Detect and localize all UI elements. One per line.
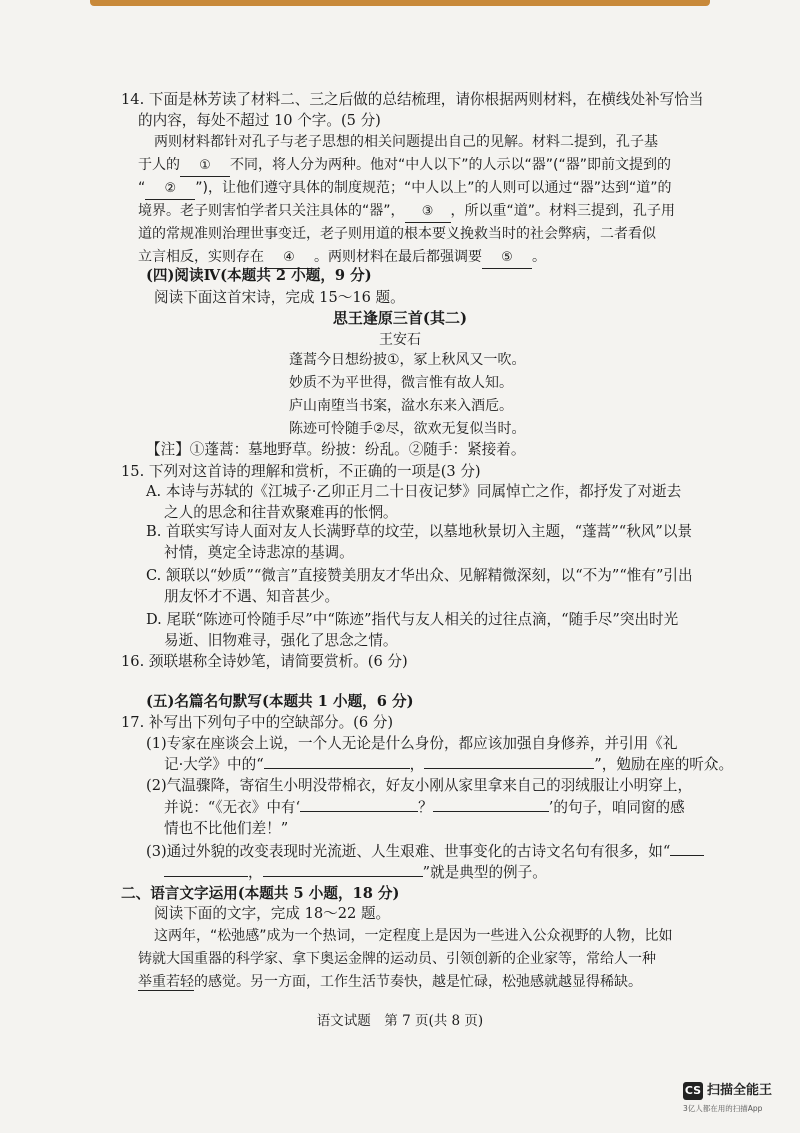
poem-line-2: 妙质不为平世得，微言惟有故人知。: [289, 375, 513, 391]
q17-blank-1a: [264, 768, 410, 769]
watermark-app-name: 扫描全能王: [707, 1083, 773, 1098]
poem-line-1: 蓬蒿今日想纷披①，冢上秋风又一吹。: [289, 352, 526, 368]
underlined-idiom: 举重若轻: [138, 974, 194, 990]
q16-stem: 16. 颈联堪称全诗妙笔，请简要赏析。(6 分): [121, 653, 408, 670]
blank-1: ①: [180, 156, 230, 177]
part2-para-line1: 这两年，“松弛感”成为一个热词，一定程度上是因为一些进入公众视野的人物，比如: [154, 928, 673, 944]
q17-item1-line1: (1)专家在座谈会上说，一个人无论是什么身份，都应该加强自身修养，并引用《礼: [146, 735, 678, 752]
watermark-slogan: 3亿人都在用的扫描App: [683, 1104, 763, 1113]
q17-blank-1b: [424, 768, 594, 769]
blank-4: ④: [264, 248, 314, 269]
q15-option-b-line2: 衬情，奠定全诗悲凉的基调。: [164, 544, 354, 561]
q17-item2-line3: 情也不比他们差！”: [164, 820, 289, 837]
q15-stem: 15. 下列对这首诗的理解和赏析，不正确的一项是(3 分): [121, 463, 481, 480]
q17-blank-2b: [433, 811, 549, 812]
q14-para-line3: “ ② ”)，让他们遵守具体的制度规范；“中人以上”的人则可以通过“器”达到“道”的: [138, 178, 672, 200]
blank-3: ③: [405, 202, 451, 223]
scanner-watermark: [683, 1082, 793, 1118]
q15-option-c-line1: C. 颔联以“妙质”“微言”直接赞美朋友才华出众、见解精微深刻，以“不为”“惟有”引出: [146, 567, 693, 584]
q17-blank-3a: [164, 876, 248, 877]
q14-stem-line2: 的内容，每处不超过 10 个字。(5 分): [138, 112, 381, 129]
poem-note: 【注】①蓬蒿：墓地野草。纷披：纷乱。②随手：紧接着。: [146, 441, 526, 458]
q14-para-line1: 两则材料都针对孔子与老子思想的相关问题提出自己的见解。材料二提到，孔子基: [154, 134, 658, 150]
q17-item3-line1: (3)通过外貌的改变表现时光流逝、人生艰难、世事变化的古诗文名句有很多，如“: [146, 842, 704, 862]
q14-para-line5: 道的常规准则治理世事变迁，老子则用道的根本要义挽救当时的社会弊病，二者看似: [138, 226, 656, 242]
q15-option-d-line2: 易逝、旧物难寻，强化了思念之情。: [164, 632, 398, 649]
blank-2: ②: [145, 179, 195, 200]
q15-option-b-line1: B. 首联实写诗人面对友人长满野草的坟茔，以墓地秋景切入主题，“蓬蒿”“秋风”以景: [146, 523, 693, 540]
section4-intro: 阅读下面这首宋诗，完成 15～16 题。: [154, 289, 405, 306]
q17-item1-line2: 记·大学》中的“ ， ”，勉励在座的听众。: [164, 756, 734, 773]
q17-blank-3b: [263, 876, 423, 877]
q14-para-line6: 立言相反，实则存在 ④ 。两则材料在最后都强调要 ⑤ 。: [138, 247, 546, 269]
poem-author: 王安石: [379, 332, 421, 348]
q15-option-a-line1: A. 本诗与苏轼的《江城子·乙卯正月二十日夜记梦》同属悼亡之作，都抒发了对逝去: [146, 483, 682, 500]
q14-para-line4: 境界。老子则害怕学者只关注具体的“器”， ③ ，所以重“道”。材料三提到，孔子用: [138, 201, 675, 223]
section4-heading: (四)阅读Ⅳ(本题共 2 小题，9 分): [146, 267, 372, 284]
q17-item2-line2: 并说：“《无衣》中有‘ ？ ’的句子，咱同窗的感: [164, 799, 685, 816]
q17-item2-line1: (2)气温骤降，寄宿生小明没带棉衣，好友小刚从家里拿来自己的羽绒服让小明穿上，: [146, 777, 693, 794]
q14-stem-line1: 14. 下面是林芳读了材料二、三之后做的总结梳理，请你根据两则材料，在横线处补写恰当: [121, 91, 704, 108]
part2-intro: 阅读下面的文字，完成 18～22 题。: [154, 905, 391, 922]
section5-heading: (五)名篇名句默写(本题共 1 小题，6 分): [146, 693, 414, 710]
q17-stem: 17. 补写出下列句子中的空缺部分。(6 分): [121, 714, 394, 731]
q14-para-line2: 于人的 ① 不同，将人分为两种。他对“中人以下”的人示以“器”(“器”即前文提到的: [138, 155, 671, 177]
blank-5: ⑤: [482, 248, 532, 269]
page-footer: 语文试题 第 7 页(共 8 页): [316, 1013, 484, 1029]
q17-item3-line2: ， ”就是典型的例子。: [164, 863, 547, 883]
part2-para-line2: 铸就大国重器的科学家、拿下奥运金牌的运动员、引领创新的企业家等，常给人一种: [138, 951, 656, 967]
part2-para-line3: 举重若轻的感觉。另一方面，工作生活节奏快，越是忙碌，松弛感就越显得稀缺。: [138, 974, 642, 990]
q15-option-a-line2: 之人的思念和往昔欢聚难再的怅惘。: [164, 504, 398, 521]
cs-logo-icon: CS: [683, 1082, 703, 1100]
part2-heading: 二、语言文字运用(本题共 5 小题，18 分): [121, 885, 400, 902]
q17-blank-3a-start: [670, 855, 704, 856]
q15-option-c-line2: 朋友怀才不遇、知音甚少。: [164, 588, 340, 605]
poem-title: 思王逢原三首(其二): [332, 309, 468, 327]
poem-line-3: 庐山南堕当书案，湓水东来入酒卮。: [289, 398, 513, 414]
q17-blank-2a: [300, 811, 418, 812]
poem-line-4: 陈迹可怜随手②尽，欲欢无复似当时。: [289, 421, 526, 437]
q15-option-d-line1: D. 尾联“陈迹可怜随手尽”中“陈迹”指代与友人相关的过往点滴，“随手尽”突出时光: [146, 611, 679, 628]
